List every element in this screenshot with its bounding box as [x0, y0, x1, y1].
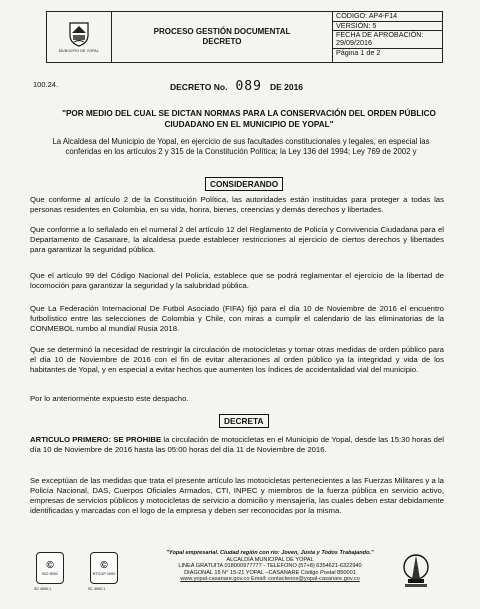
- document-footer: [0, 545, 480, 609]
- decree-heading: [170, 79, 303, 94]
- article-one-text: la circulación de motocicletas en el Municipio de Yopal, desde las 15:30 horas del día 10 de Noviembre de 2016 hasta las 05:00 horas del día 11 de Noviembre de 2016.: [30, 435, 444, 454]
- considerando-paragraph: Que se determinó la necesidad de restringir la circulación de motocicletas y tomar otras medidas de orden público para el día 10 de Noviembre de 2016 con el fin de evitar alteraciones al orden público ya la integridad y vida de los habitantes de Yopal, y en especial a evitar hechos que aumenten los índices de accidentalidad vial del municipio.: [30, 345, 444, 374]
- footer-contact: [145, 550, 395, 583]
- monument-icon: [402, 551, 430, 591]
- considerando-paragraph: Que La Federación Internacional De Futbol Asociado (FIFA) fijó para el día 10 de Noviembre de 2016 el encuentro futbolístico entre las selecciones de Colombia y Chile, con miras a cumplir el calendario de las eliminatorias de la CONMEBOL rumbo al mundial Rusia 2018.: [30, 304, 444, 333]
- approval-date: 29/09/2016: [333, 39, 442, 49]
- page-indicator: Página 1 de 2: [336, 47, 381, 57]
- badge-ntcgp-label: NTCGP 1000: [92, 572, 116, 576]
- article-one-lead: ARTICULO PRIMERO: SE PROHIBE: [30, 435, 162, 444]
- footer-slogan: "Yopal empresarial. Ciudad región con rio: Joven, Justa y Todos Trabajando.": [166, 550, 374, 556]
- municipal-logo: [47, 12, 112, 62]
- reference-code: 100.24.: [33, 80, 59, 89]
- decree-number: 089: [235, 79, 262, 94]
- certification-badge-iso: [36, 552, 64, 584]
- footer-web-email[interactable]: www.yopal-casanare.gov.co Email: contactenos@yopal-casanare.gov.co: [180, 576, 360, 583]
- header-meta: [333, 12, 442, 62]
- certification-logo-icon: ©: [46, 560, 54, 571]
- decreta-heading: DECRETA: [219, 414, 269, 428]
- considerando-paragraph: Que conforme a lo señalado en el numeral 2 del artículo 12 del Reglamento de Policía y Convivencia Ciudadana para el Departamento de Casanare, la alcaldesa puede establecer restricciones al ejercicio de ciertos derechos y libertades para garantizar la seguridad pública.: [30, 225, 444, 254]
- footer-phone: LINEA GRATUITA 018000977777 - TELEFONO (57+8) 6354621-6322940: [178, 563, 362, 570]
- badge-iso-label: ISO 9001: [41, 572, 59, 576]
- badge-caption: SC 4590-1: [88, 587, 106, 591]
- exceptions-paragraph: Se exceptúan de las medidas que trata el presente artículo las motocicletas pertenecientes a las Fuerzas Militares y a la Policía Nacional, DAS, Cuerpos Oficiales Armados, CTI, INPEC y miembros de la fuerza pública en servicio activo, empresas de servicios públicos y motocicletas de servicio a domicilio y mensajería, las cuales deben estar debidamente identificadas y marcadas con el logo de la empresa y deben ser reconocidas por la misma.: [30, 476, 444, 515]
- footer-address: DIAGONAL 15 N° 15-21 YOPAL –CASANARE Código Postal 850001: [184, 569, 356, 576]
- considerando-paragraph: Que conforme al artículo 2 de la Constitución Política, las autoridades están instituidas para proteger a todas las personas residentes en Colombia, en su vida, honra, bienes, creencias y demás derechos y libertades.: [30, 195, 444, 214]
- certification-badge-ntcgp: [90, 552, 118, 584]
- header-title-type: DECRETO: [202, 37, 242, 46]
- considerando-heading: CONSIDERANDO: [205, 177, 283, 191]
- decree-year: DE 2016: [269, 82, 304, 92]
- doc-version: VERSIÓN: 5: [333, 22, 442, 32]
- approval-label: FECHA DE APROBACIÓN:: [336, 30, 424, 39]
- considerando-paragraph: Que el artículo 99 del Código Nacional del Policía, establece que se podrá reglamentar el ejercicio de la libertad de locomoción para garantizar la seguridad y la salubridad pública.: [30, 271, 444, 290]
- header-title: [112, 12, 333, 62]
- doc-code: CÓDIGO: AP4-F14: [333, 12, 442, 22]
- footer-institution: ALCALDÍA MUNICIPAL DE YOPAL: [226, 556, 314, 563]
- decree-label: DECRETO No.: [170, 82, 228, 92]
- document-header: [46, 11, 443, 63]
- closing-statement: Por lo anteriormente expuesto este despacho.: [30, 394, 189, 403]
- badge-caption: SC 4590-1: [34, 587, 52, 591]
- header-title-process: PROCESO GESTIÓN DOCUMENTAL: [153, 27, 291, 36]
- intro-paragraph: La Alcaldesa del Municipio de Yopal, en ejercicio de sus facultades constitucionales y legales, en especial las conferidas en los artículos 2 y 315 de la Constitución Política; la Ley 136 del 1994; Ley 769 de 2002 y: [52, 137, 430, 156]
- logo-caption: MUNICIPIO DE YOPAL: [58, 49, 100, 53]
- coat-of-arms-icon: [68, 21, 90, 47]
- certification-logo-icon: ©: [100, 560, 108, 571]
- article-one: [30, 435, 444, 455]
- decree-title: "POR MEDIO DEL CUAL SE DICTAN NORMAS PARA LA CONSERVACIÓN DEL ORDEN PÚBLICO CIUDADANO EN EL MUNICIPIO DE YOPAL": [62, 109, 436, 129]
